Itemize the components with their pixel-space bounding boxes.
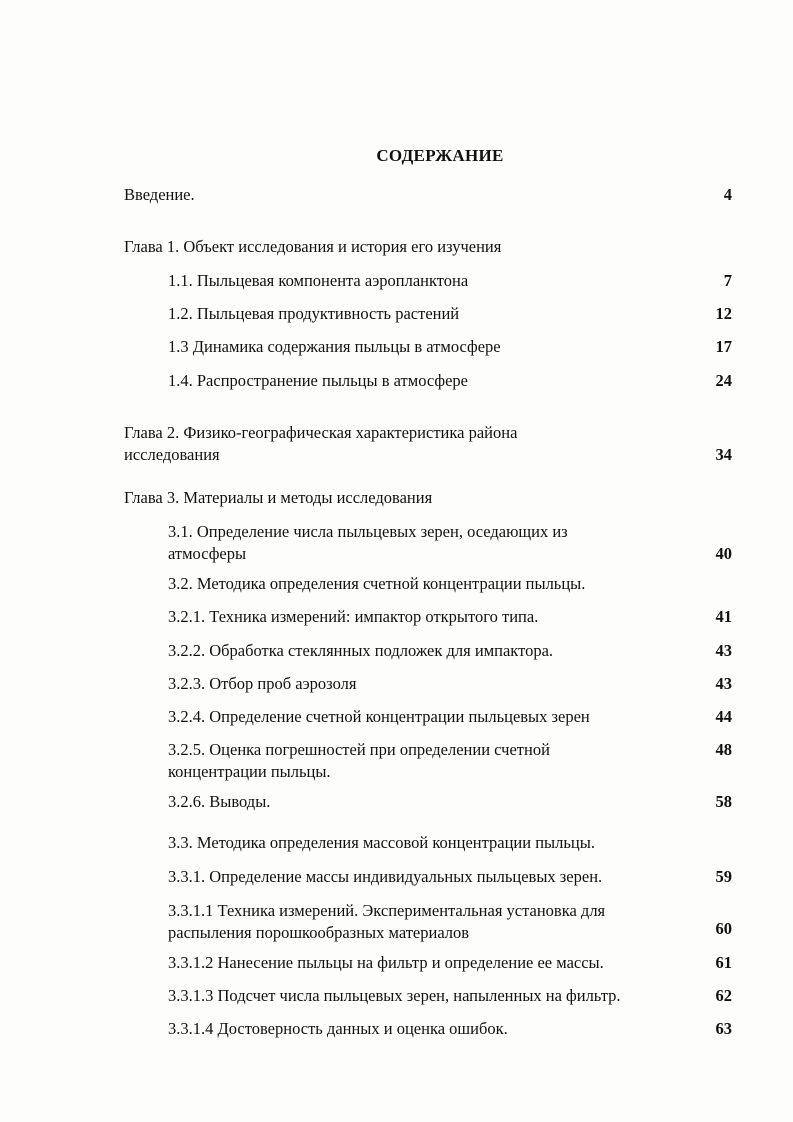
toc-page-number: 61	[715, 953, 732, 972]
page-title: СОДЕРЖАНИЕ	[376, 146, 504, 165]
toc-page-number: 17	[715, 337, 732, 356]
toc-entry-text: 3.2.5. Оценка погрешностей при определении счетной	[168, 740, 550, 759]
toc-entry-text: 3.2. Методика определения счетной концентрации пыльцы.	[168, 574, 586, 593]
toc-entry-text: 3.3. Методика определения массовой концентрации пыльцы.	[168, 833, 595, 852]
toc-entry-3-2-5	[0, 739, 793, 783]
toc-entry-text: 3.3.1.3 Подсчет числа пыльцевых зерен, напыленных на фильтр.	[168, 986, 621, 1005]
toc-entry-text: Введение.	[124, 185, 195, 204]
toc-entry-text: 3.3.1.1 Техника измерений. Экспериментальная установка для	[168, 901, 606, 920]
toc-page-number: 41	[715, 607, 732, 626]
toc-page-number: 43	[715, 674, 732, 693]
toc-entry-text: Глава 2. Физико-географическая характеристика района	[124, 423, 518, 442]
toc-chapter-2	[0, 422, 793, 466]
toc-entry-text-cont: концентрации пыльцы.	[168, 762, 331, 781]
toc-entry-text: 3.2.1. Техника измерений: импактор открытого типа.	[168, 607, 539, 626]
toc-entry-text: 3.2.4. Определение счетной концентрации пыльцевых зерен	[168, 707, 590, 726]
toc-entry-text: 3.2.2. Обработка стеклянных подложек для импактора.	[168, 641, 554, 660]
toc-page-number: 44	[715, 707, 732, 726]
toc-page-number: 48	[715, 740, 732, 759]
toc-entry-text: 3.3.1. Определение массы индивидуальных пыльцевых зерен.	[168, 867, 603, 886]
toc-page-number: 43	[715, 641, 732, 660]
toc-entry-text: 1.2. Пыльцевая продуктивность растений	[168, 304, 460, 323]
toc-entry-text: 3.2.6. Выводы.	[168, 792, 271, 811]
toc-page-number: 59	[715, 867, 732, 886]
toc-entry-3-1	[0, 521, 793, 565]
toc-entry-text-cont: исследования	[124, 445, 220, 464]
toc-page-number: 34	[715, 445, 732, 464]
toc-entry-text: Глава 1. Объект исследования и история его изучения	[124, 237, 502, 256]
toc-page-number: 7	[723, 271, 732, 290]
toc-page-number: 63	[715, 1019, 732, 1038]
toc-entry-text: 3.3.1.2 Нанесение пыльцы на фильтр и определение ее массы.	[168, 953, 604, 972]
toc-entry-text: 1.3 Динамика содержания пыльцы в атмосфере	[168, 337, 501, 356]
toc-entry-text: 3.3.1.4 Достоверность данных и оценка ошибок.	[168, 1019, 508, 1038]
toc-page-number: 4	[723, 185, 732, 204]
toc-page-number: 58	[715, 792, 732, 811]
toc-page-number: 60	[715, 919, 732, 938]
toc-entry-text-cont: распыления порошкообразных материалов	[168, 923, 470, 942]
toc-entry-text: 3.2.3. Отбор проб аэрозоля	[168, 674, 357, 693]
toc-entry-text: Глава 3. Материалы и методы исследования	[124, 488, 433, 507]
toc-page-number: 12	[715, 304, 732, 323]
toc-entry-3-3-1-1	[0, 900, 793, 944]
toc-entry-text-cont: атмосферы	[168, 544, 247, 563]
toc-entry-text: 1.4. Распространение пыльцы в атмосфере	[168, 371, 468, 390]
toc-page-number: 40	[715, 544, 732, 563]
toc-entry-text: 3.1. Определение числа пыльцевых зерен, оседающих из	[168, 522, 568, 541]
toc-entry-text: 1.1. Пыльцевая компонента аэропланктона	[168, 271, 469, 290]
toc-page-number: 62	[715, 986, 732, 1005]
toc-page-number: 24	[715, 371, 732, 390]
